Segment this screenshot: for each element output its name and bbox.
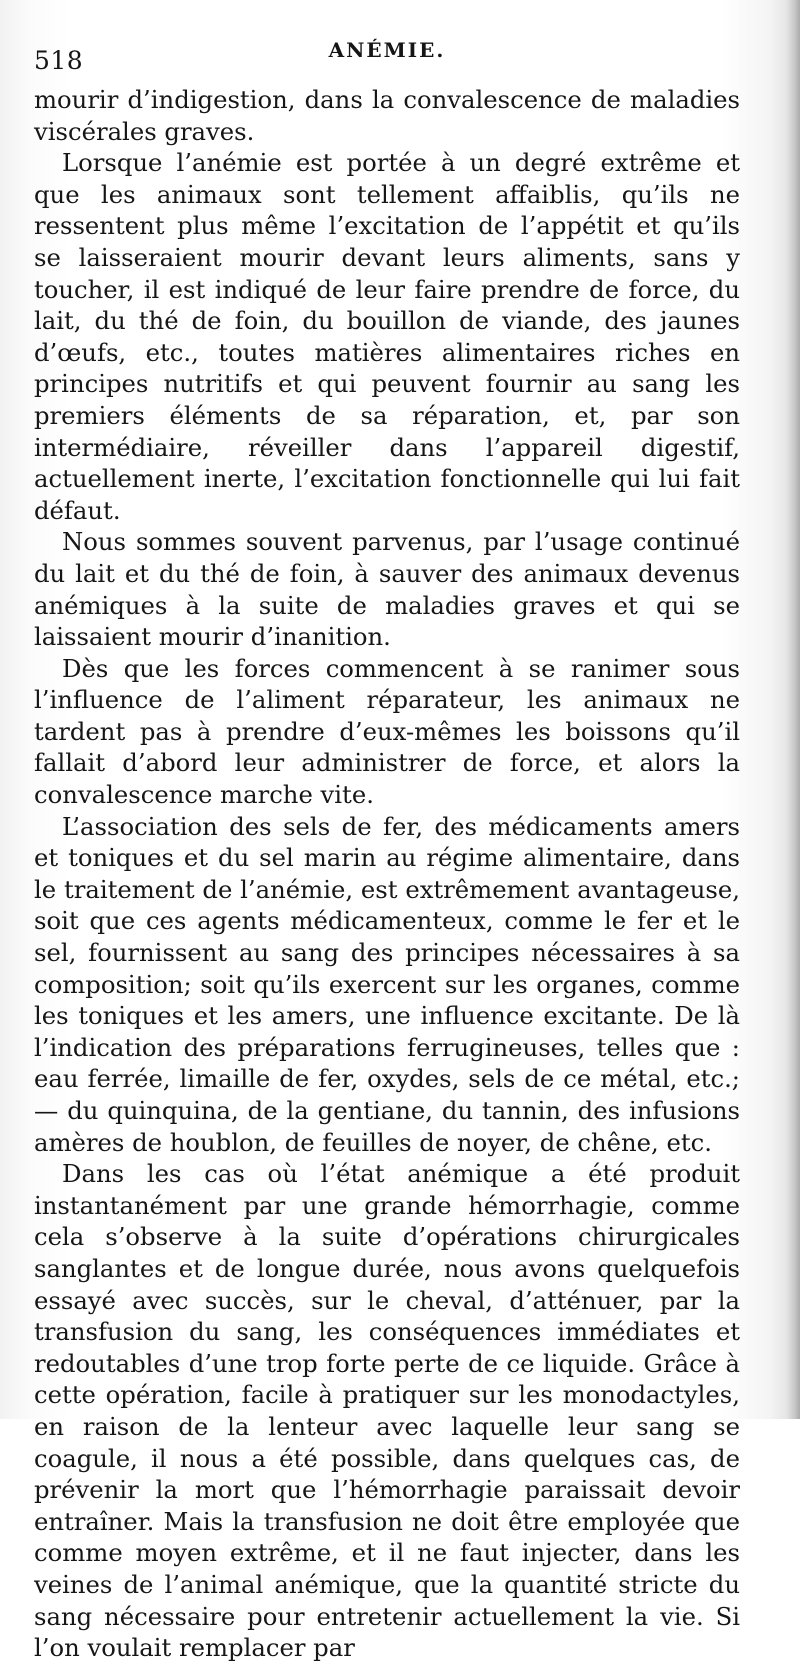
paragraph-continuation: mourir d’indigestion, dans la convalescence de maladies viscérales graves. bbox=[34, 85, 740, 146]
running-title: ANÉMIE. bbox=[328, 38, 446, 62]
body-text bbox=[34, 84, 740, 1664]
paragraph: Lorsque l’anémie est portée à un degré extrême et que les animaux sont tellement affaiblis, qu’ils ne ressentent plus même l’excitation de l’appétit et qu’ils se laisseraient mourir devant leurs aliments, sans y toucher, il est indiqué de leur faire prendre de force, du lait, du thé de foin, du bouillon de viande, des jaunes d’œufs, etc., toutes matières alimentaires riches en principes nutritifs et qui peuvent fournir au sang les premiers éléments de sa réparation, et, par son intermédiaire, réveiller dans l’appareil digestif, actuellement inerte, l’excitation fonctionnelle qui lui fait défaut. bbox=[34, 148, 740, 525]
paragraph: Dès que les forces commencent à se ranimer sous l’influence de l’aliment réparateur, les animaux ne tardent pas à prendre d’eux-mêmes les boissons qu’il fallait d’abord leur administrer de force, et alors la convalescence marche vite. bbox=[34, 653, 740, 810]
paragraph: Dans les cas où l’état anémique a été produit instantanément par une grande hémorrhagie, comme cela s’observe à la suite d’opérations chirurgicales sanglantes et de longue durée, nous avons quelquefois essayé avec succès, sur le cheval, d’atténuer, par la transfusion du sang, les conséquences immédiates et redoutables d’une trop forte perte de ce liquide. Grâce à cette opération, facile à pratiquer sur les monodactyles, en raison de la lenteur avec laquelle leur sang se coagule, il nous a été possible, dans quelques cas, de prévenir la mort que l’hémorrhagie paraissait devoir entraîner. Mais la transfusion ne doit être employée que comme moyen extrême, et il ne faut injecter, dans les veines de l’animal anémique, que la quantité stricte du sang nécessaire pour entretenir actuellement la vie. Si l’on voulait remplacer par bbox=[34, 1159, 740, 1663]
page-number: 518 bbox=[34, 46, 84, 75]
paragraph: Nous sommes souvent parvenus, par l’usage continué du lait et du thé de foin, à sauver des animaux devenus anémiques à la suite de maladies graves et qui se laissaient mourir d’inanition. bbox=[34, 527, 740, 652]
paragraph: L’association des sels de fer, des médicaments amers et toniques et du sel marin au régime alimentaire, dans le traitement de l’anémie, est extrêmement avantageuse, soit que ces agents médicamenteux, comme le fer et le sel, fournissent au sang des principes nécessaires à sa composition; soit qu’ils exercent sur les organes, comme les toniques et les amers, une influence excitante. De là l’indication des préparations ferrugineuses, telles que : eau ferrée, limaille de fer, oxydes, sels de ce métal, etc.; — du quinquina, de la gentiane, du tannin, des infusions amères de houblon, de feuilles de noyer, de chêne, etc. bbox=[34, 811, 740, 1157]
binding-shadow bbox=[786, 0, 800, 1419]
running-head bbox=[34, 36, 740, 76]
